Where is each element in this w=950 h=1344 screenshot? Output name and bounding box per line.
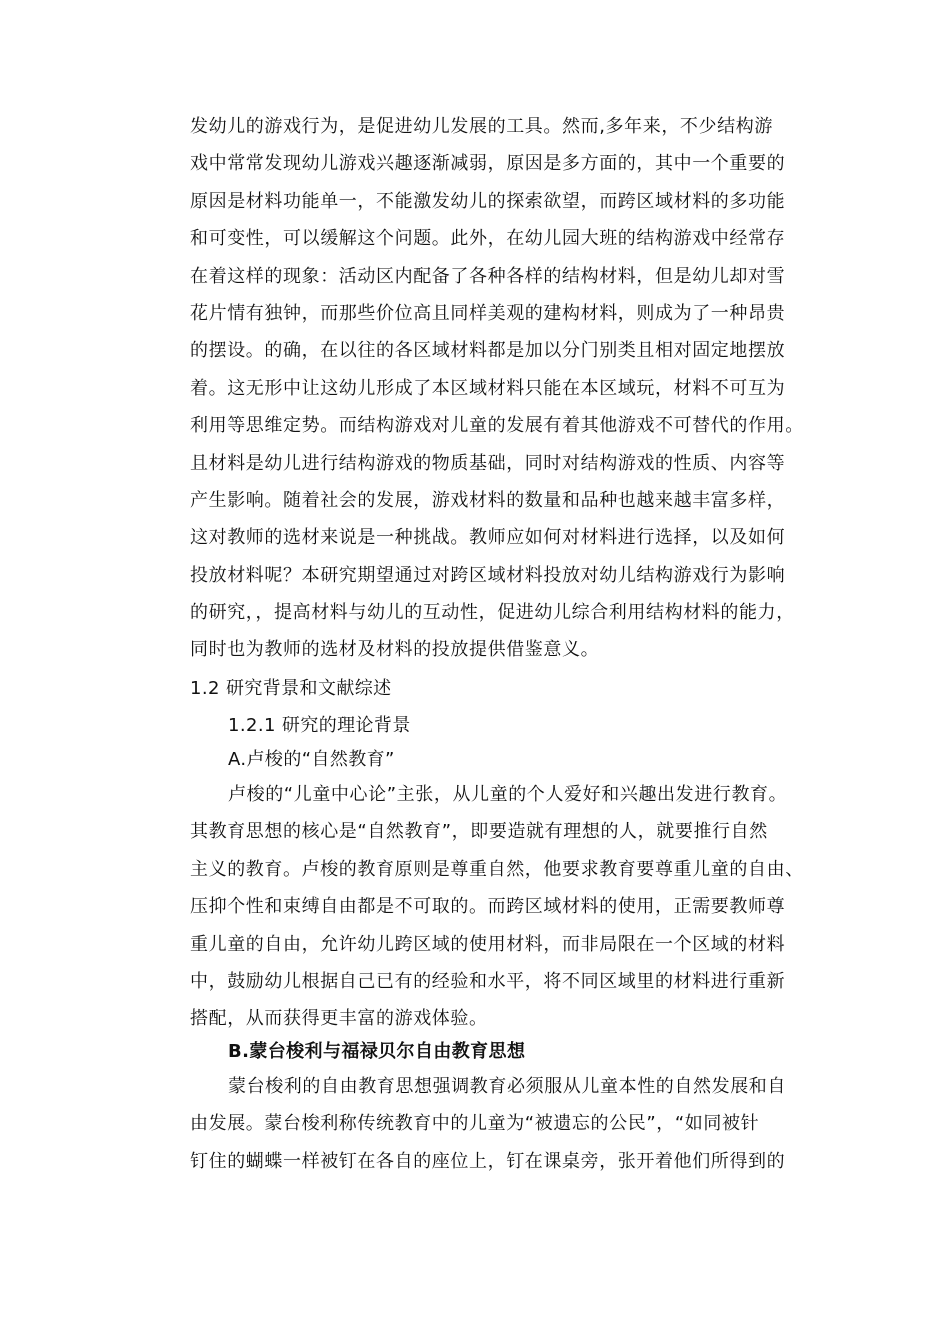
text-line: 搭配，从而获得更丰富的游戏体验。	[190, 1008, 488, 1030]
text-line: 原因是材料功能单一，不能激发幼儿的探索欲望，而跨区域材料的多功能	[190, 190, 786, 212]
text-line: 中，鼓励幼儿根据自己已有的经验和水平，将不同区域里的材料进行重新	[190, 970, 786, 992]
paragraph-montessori	[190, 1068, 820, 1180]
section-heading-1-2: 1.2 研究背景和文献综述	[190, 678, 392, 699]
text-line: 其教育思想的核心是“自然教育”，即要造就有理想的人，就要推行自然	[190, 821, 768, 843]
heading-rousseau-natural-education: A.卢梭的“自然教育”	[228, 749, 395, 770]
text-line: 花片情有独钟，而那些价位高且同样美观的建构材料，则成为了一种昂贵	[190, 302, 786, 324]
text-line: 这对教师的选材来说是一种挑战。教师应如何对材料进行选择，以及如何	[190, 527, 786, 549]
text-line: 由发展。蒙台梭利称传统教育中的儿童为“被遗忘的公民”，“如同被针	[190, 1113, 760, 1135]
text-line: 发幼儿的游戏行为，是促进幼儿发展的工具。然而,多年来，不少结构游	[190, 116, 773, 137]
text-line: 的研究，，提高材料与幼儿的互动性，促进幼儿综合利用结构材料的能力，	[190, 602, 795, 624]
text-line: 同时也为教师的选材及材料的投放提供借鉴意义。	[190, 639, 600, 661]
text-line: 蒙台梭利的自由教育思想强调教育必须服从儿童本性的自然发展和自	[228, 1076, 786, 1097]
paragraph-material-background	[190, 108, 820, 669]
text-line: 在着这样的现象：活动区内配备了各种各样的结构材料，但是幼儿却对雪	[190, 265, 786, 287]
text-line: 卢梭的“儿童中心论”主张，从儿童的个人爱好和兴趣出发进行教育。	[228, 784, 788, 805]
paragraph-rousseau	[190, 776, 820, 1038]
text-line: 戏中常常发现幼儿游戏兴趣逐渐减弱，原因是多方面的，其中一个重要的	[190, 153, 786, 175]
text-line: 主义的教育。卢梭的教育原则是尊重自然，他要求教育要尊重儿童的自由、	[190, 858, 804, 880]
text-line: 投放材料呢？本研究期望通过对跨区域材料投放对幼儿结构游戏行为影响	[190, 564, 786, 586]
text-line: 且材料是幼儿进行结构游戏的物质基础，同时对结构游戏的性质、内容等	[190, 452, 786, 474]
subsection-heading-1-2-1: 1.2.1 研究的理论背景	[228, 715, 411, 736]
text-line: 重儿童的自由，允许幼儿跨区域的使用材料，而非局限在一个区域的材料	[190, 933, 786, 955]
text-line: 和可变性，可以缓解这个问题。此外，在幼儿园大班的结构游戏中经常存	[190, 228, 786, 250]
text-line: 钉住的蝴蝶一样被钉在各自的座位上，钉在课桌旁，张开着他们所得到的	[190, 1150, 786, 1172]
text-line: 着。这无形中让这幼儿形成了本区域材料只能在本区域玩，材料不可互为	[190, 377, 786, 399]
heading-montessori-froebel: B.蒙台梭利与福禄贝尔自由教育思想	[228, 1041, 526, 1062]
text-line: 压抑个性和束缚自由都是不可取的。而跨区域材料的使用，正需要教师尊	[190, 896, 786, 918]
text-line: 利用等思维定势。而结构游戏对儿童的发展有着其他游戏不可替代的作用。	[190, 415, 804, 437]
text-line: 的摆设。的确，在以往的各区域材料都是加以分门别类且相对固定地摆放	[190, 340, 786, 362]
text-line: 产生影响。随着社会的发展，游戏材料的数量和品种也越来越丰富多样，	[190, 489, 786, 511]
